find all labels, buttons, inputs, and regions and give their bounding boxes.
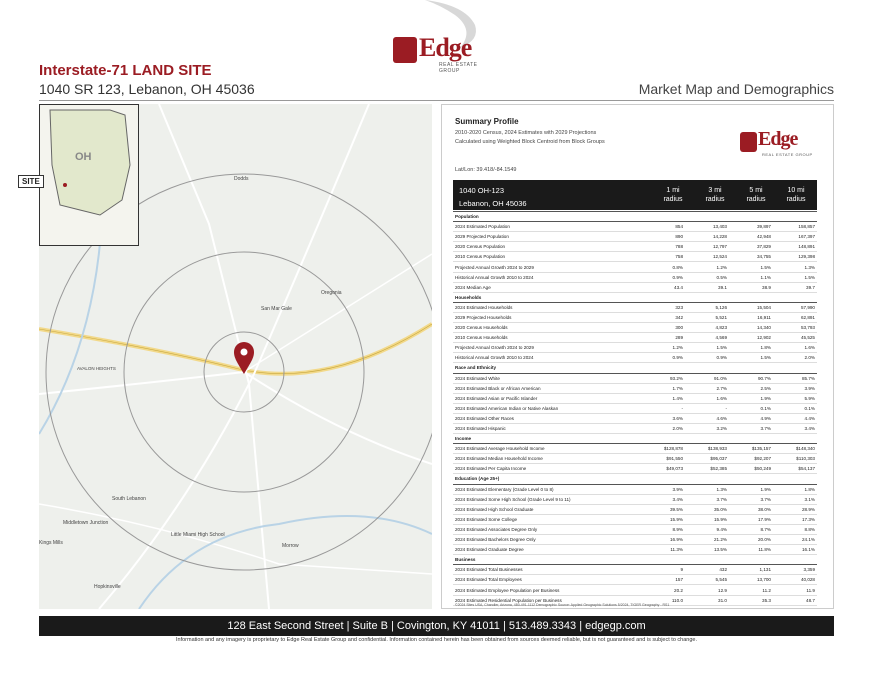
row-value: 1.8% — [773, 484, 817, 494]
row-value: 12,902 — [729, 333, 773, 343]
row-value: 758 — [641, 252, 685, 262]
row-value: 14,228 — [685, 232, 729, 242]
row-value: 34,755 — [729, 252, 773, 262]
map-place-label: San Mar Gale — [261, 306, 292, 312]
table-row — [453, 343, 817, 353]
row-value: 21.2% — [685, 535, 729, 545]
row-value: 11.8% — [729, 545, 773, 555]
table-row — [453, 323, 817, 333]
row-label: 2024 Estimated American Indian or Native Alaskan — [453, 403, 641, 413]
row-label: 2024 Estimated Residential Population per Business — [453, 595, 641, 605]
row-value: 4.9% — [729, 413, 773, 423]
row-label: 2024 Median Age — [453, 282, 641, 292]
map-place-label: Hopkinsville — [94, 584, 121, 590]
row-value: 48.7 — [773, 595, 817, 605]
table-row — [453, 383, 817, 393]
row-value: 0.9% — [641, 353, 685, 363]
disclaimer: Information and any imagery is proprietary to Edge Real Estate Group and confidential. Information contained herein has been obtained from sources deemed reliable, but is not guaranteed and is subject to change. — [176, 637, 697, 643]
row-label: 2024 Estimated White — [453, 373, 641, 383]
row-value: 3.4% — [641, 494, 685, 504]
demographics-table — [453, 211, 817, 606]
table-header — [453, 180, 817, 210]
table-row — [453, 494, 817, 504]
row-value: 1.3% — [685, 484, 729, 494]
row-value: 15,504 — [729, 302, 773, 312]
row-value: 13,700 — [729, 575, 773, 585]
footer-contact-bar: 128 East Second Street | Suite B | Covington, KY 41011 | 513.489.3343 | edgegp.com — [39, 616, 834, 636]
row-value: 20.2 — [641, 585, 685, 595]
row-label: 2024 Estimated Average Household Income — [453, 444, 641, 454]
table-row — [453, 585, 817, 595]
row-value: 3.1% — [773, 494, 817, 504]
map-place-label: AVALON HEIGHTS — [77, 366, 116, 371]
row-value: 2.5% — [729, 383, 773, 393]
row-value: 4,823 — [685, 323, 729, 333]
table-row — [453, 282, 817, 292]
row-value: $91,550 — [641, 454, 685, 464]
logo-mark-icon — [393, 37, 417, 63]
row-value: $49,073 — [641, 464, 685, 474]
site-address: 1040 SR 123, Lebanon, OH 45036 — [39, 81, 255, 97]
col-header-3mi: 3 mi radius — [705, 187, 725, 203]
row-value: 9.4% — [685, 524, 729, 534]
row-label: 2024 Estimated Black or African American — [453, 383, 641, 393]
report-subtitle-2: Calculated using Weighted Block Centroid from Block Groups — [455, 139, 605, 145]
table-row — [453, 252, 817, 262]
section-title: Market Map and Demographics — [638, 81, 834, 97]
table-row — [453, 353, 817, 363]
row-value: $128,878 — [641, 444, 685, 454]
company-logo — [393, 33, 493, 73]
row-value: - — [685, 403, 729, 413]
map-place-label: Dodds — [234, 176, 249, 182]
table-row — [453, 272, 817, 282]
row-label: 2024 Estimated Bachelors Degree Only — [453, 535, 641, 545]
logo-subtext: REAL ESTATE GROUP — [762, 152, 813, 157]
row-value: 40,028 — [773, 575, 817, 585]
row-value: 3.7% — [729, 423, 773, 433]
row-value: 129,398 — [773, 252, 817, 262]
row-value: $54,137 — [773, 464, 817, 474]
row-value: 158,857 — [773, 222, 817, 232]
row-value: 0.8% — [641, 262, 685, 272]
row-label: 2024 Estimated Per Capita Income — [453, 464, 641, 474]
section-label: Income — [453, 434, 817, 444]
table-section-header — [453, 474, 817, 484]
row-value: 1.2% — [685, 262, 729, 272]
row-value: 31.0 — [685, 595, 729, 605]
row-value: 1.2% — [641, 343, 685, 353]
map-place-label: South Lebanon — [112, 496, 146, 502]
row-value: 1.5% — [685, 343, 729, 353]
row-label: 2024 Estimated Some College — [453, 514, 641, 524]
row-value: 1.5% — [729, 262, 773, 272]
row-label: 2024 Estimated Households — [453, 302, 641, 312]
row-label: 2024 Estimated Associates Degree Only — [453, 524, 641, 534]
row-value: 13,403 — [685, 222, 729, 232]
row-value: 15.9% — [685, 514, 729, 524]
row-value: 323 — [641, 302, 685, 312]
row-value: $110,303 — [773, 454, 817, 464]
row-value: 12,524 — [685, 252, 729, 262]
table-row — [453, 393, 817, 403]
table-row — [453, 524, 817, 534]
table-section-header — [453, 212, 817, 222]
row-value: 167,397 — [773, 232, 817, 242]
row-value: 0.1% — [773, 403, 817, 413]
row-value: 1.3% — [773, 262, 817, 272]
row-label: 2010 Census Households — [453, 333, 641, 343]
row-value: 1.7% — [641, 383, 685, 393]
row-label: Historical Annual Growth 2010 to 2024 — [453, 272, 641, 282]
row-value: 1.6% — [773, 343, 817, 353]
row-value: 5.9% — [773, 393, 817, 403]
table-section-header — [453, 292, 817, 302]
col-header-5mi: 5 mi radius — [746, 187, 766, 203]
row-value: 14,340 — [729, 323, 773, 333]
row-value: 342 — [641, 312, 685, 322]
row-value: 90.7% — [729, 373, 773, 383]
row-value: 890 — [641, 232, 685, 242]
row-value: 3.9% — [641, 484, 685, 494]
table-row — [453, 545, 817, 555]
row-value: 1.5% — [729, 353, 773, 363]
row-value: 57,990 — [773, 302, 817, 312]
table-row — [453, 262, 817, 272]
row-value: 43.4 — [641, 282, 685, 292]
row-label: 2029 Projected Households — [453, 312, 641, 322]
row-value: 2.0% — [773, 353, 817, 363]
row-value: - — [641, 403, 685, 413]
row-value: $50,249 — [729, 464, 773, 474]
row-value: 8.8% — [773, 524, 817, 534]
row-value: 289 — [641, 333, 685, 343]
row-value: 3.7% — [685, 494, 729, 504]
col-header-1mi: 1 mi radius — [663, 187, 683, 203]
row-value: 1.4% — [641, 393, 685, 403]
table-row — [453, 535, 817, 545]
row-value: 2.7% — [685, 383, 729, 393]
row-value: 4,569 — [685, 333, 729, 343]
row-value: 157 — [641, 575, 685, 585]
row-value: 0.5% — [685, 272, 729, 282]
row-value: 1.9% — [729, 484, 773, 494]
table-row — [453, 575, 817, 585]
row-value: 24.1% — [773, 535, 817, 545]
row-value: 17.9% — [729, 514, 773, 524]
map-place-label: Morrow — [282, 543, 299, 549]
report-title: Summary Profile — [455, 117, 519, 126]
row-label: 2020 Census Households — [453, 323, 641, 333]
row-value: 5,545 — [685, 575, 729, 585]
row-value: $135,157 — [729, 444, 773, 454]
table-row — [453, 413, 817, 423]
row-value: 9 — [641, 565, 685, 575]
row-value: 3.7% — [729, 494, 773, 504]
row-value: 1.8% — [729, 343, 773, 353]
row-value: 0.1% — [729, 403, 773, 413]
section-label: Population — [453, 212, 817, 222]
row-value: 5,126 — [685, 302, 729, 312]
row-value: 110.0 — [641, 595, 685, 605]
row-label: Projected Annual Growth 2024 to 2029 — [453, 343, 641, 353]
row-value: 20.0% — [729, 535, 773, 545]
row-value: 91.0% — [685, 373, 729, 383]
row-value: 0.9% — [641, 272, 685, 282]
row-value: 3.4% — [773, 423, 817, 433]
logo-text: Edge — [419, 33, 472, 62]
row-value: 432 — [685, 565, 729, 575]
row-value: 1.5% — [773, 272, 817, 282]
table-section-header — [453, 434, 817, 444]
table-row — [453, 312, 817, 322]
table-row — [453, 242, 817, 252]
row-value: 1,131 — [729, 565, 773, 575]
row-value: $95,037 — [685, 454, 729, 464]
inset-state-label: OH — [75, 151, 92, 163]
logo-subtext: REAL ESTATE GROUP — [439, 62, 478, 74]
table-row — [453, 484, 817, 494]
row-label: Projected Annual Growth 2024 to 2029 — [453, 262, 641, 272]
row-value: 39.1 — [685, 282, 729, 292]
map-place-label: Kings Mills — [39, 540, 63, 546]
table-row — [453, 403, 817, 413]
row-value: 38.0% — [729, 504, 773, 514]
row-value: 12,797 — [685, 242, 729, 252]
row-value: 93.2% — [641, 373, 685, 383]
row-label: 2024 Estimated Total Employees — [453, 575, 641, 585]
row-value: 1.9% — [729, 393, 773, 403]
row-value: 3.6% — [641, 413, 685, 423]
table-row — [453, 444, 817, 454]
row-value: 42,948 — [729, 232, 773, 242]
row-value: 11.2 — [729, 585, 773, 595]
row-value: 45,525 — [773, 333, 817, 343]
section-label: Households — [453, 292, 817, 302]
row-value: 4.4% — [773, 413, 817, 423]
row-value: 15.9% — [641, 514, 685, 524]
row-value: 2.0% — [641, 423, 685, 433]
table-row — [453, 514, 817, 524]
row-value: 4.6% — [685, 413, 729, 423]
row-value: 148,891 — [773, 242, 817, 252]
row-value: 85.7% — [773, 373, 817, 383]
site-address-block — [459, 184, 527, 210]
row-label: 2029 Projected Population — [453, 232, 641, 242]
row-value: 39,897 — [729, 222, 773, 232]
row-value: 11.3% — [641, 545, 685, 555]
row-label: 2024 Estimated Total Businesses — [453, 565, 641, 575]
page-title: Interstate-71 LAND SITE — [39, 62, 212, 79]
table-row — [453, 423, 817, 433]
row-value: 16,911 — [729, 312, 773, 322]
row-label: 2024 Estimated Population — [453, 222, 641, 232]
map-place-label: Oregonia — [321, 290, 342, 296]
table-row — [453, 464, 817, 474]
row-value: $92,207 — [729, 454, 773, 464]
row-label: 2024 Estimated Median Household Income — [453, 454, 641, 464]
row-value: $52,385 — [685, 464, 729, 474]
row-value: 39.5% — [641, 504, 685, 514]
row-label: 2024 Estimated Some High School (Grade Level 9 to 11) — [453, 494, 641, 504]
row-value: 13.5% — [685, 545, 729, 555]
report-logo — [740, 128, 820, 160]
row-label: 2010 Census Population — [453, 252, 641, 262]
table-row — [453, 565, 817, 575]
table-row — [453, 373, 817, 383]
table-row — [453, 454, 817, 464]
row-value: 37,829 — [729, 242, 773, 252]
table-row — [453, 302, 817, 312]
row-value: 8.9% — [641, 524, 685, 534]
table-row — [453, 222, 817, 232]
row-label: 2024 Estimated High School Graduate — [453, 504, 641, 514]
logo-text: Edge — [758, 128, 798, 150]
row-value: 53,793 — [773, 323, 817, 333]
row-label: 2024 Estimated Asian or Pacific Islander — [453, 393, 641, 403]
row-value: 788 — [641, 242, 685, 252]
row-value: 16.9% — [641, 535, 685, 545]
state-inset-map — [39, 104, 139, 246]
row-label: 2024 Estimated Hispanic — [453, 423, 641, 433]
table-row — [453, 504, 817, 514]
row-label: Historical Annual Growth 2010 to 2024 — [453, 353, 641, 363]
site-line-1: 1040 OH-123 — [459, 186, 505, 195]
section-label: Business — [453, 555, 817, 565]
row-value: 39.7 — [773, 282, 817, 292]
row-label: 2024 Estimated Graduate Degree — [453, 545, 641, 555]
map-place-label: Little Miami High School — [171, 532, 225, 538]
row-value: 35.0% — [685, 504, 729, 514]
row-value: 3,359 — [773, 565, 817, 575]
col-header-10mi: 10 mi radius — [786, 187, 806, 203]
table-section-header — [453, 555, 817, 565]
row-label: 2024 Estimated Employee Population per Business — [453, 585, 641, 595]
row-value: 1.1% — [729, 272, 773, 282]
lat-lon: Lat/Lon: 39.418/-84.1549 — [455, 167, 517, 173]
table-section-header — [453, 363, 817, 373]
row-value: 16.1% — [773, 545, 817, 555]
table-row — [453, 333, 817, 343]
row-value: 11.9 — [773, 585, 817, 595]
row-label: 2024 Estimated Elementary (Grade Level 0 to 8) — [453, 484, 641, 494]
row-value: 62,891 — [773, 312, 817, 322]
row-value: 0.9% — [685, 353, 729, 363]
row-value: 300 — [641, 323, 685, 333]
row-value: 12.9 — [685, 585, 729, 595]
row-value: 8.7% — [729, 524, 773, 534]
row-label: 2020 Census Population — [453, 242, 641, 252]
row-value: 854 — [641, 222, 685, 232]
inset-site-dot — [63, 183, 67, 187]
report-subtitle: 2010-2020 Census, 2024 Estimates with 2029 Projections — [455, 130, 597, 136]
section-label: Education (Age 25+) — [453, 474, 817, 484]
site-line-2: Lebanon, OH 45036 — [459, 199, 527, 208]
row-value: 3.2% — [685, 423, 729, 433]
map-place-label: Middletown Junction — [63, 520, 109, 526]
site-tag: SITE — [18, 175, 44, 188]
row-value: 17.3% — [773, 514, 817, 524]
row-value: 3.9% — [773, 383, 817, 393]
row-value: 1.6% — [685, 393, 729, 403]
row-value: $148,340 — [773, 444, 817, 454]
source-note: ©2024 Sites USA, Chandler, Arizona, 480-491-1112 Demographic Source: Applied Geographic Solutions 5/2024, TIGER Geography - RS1 — [455, 603, 670, 607]
logo-mark-icon — [740, 132, 757, 152]
row-value: 35.3 — [729, 595, 773, 605]
table-row — [453, 232, 817, 242]
header-divider — [39, 100, 834, 101]
row-label: 2024 Estimated Other Races — [453, 413, 641, 423]
row-value: 28.9% — [773, 504, 817, 514]
row-value: $138,933 — [685, 444, 729, 454]
row-value: 38.9 — [729, 282, 773, 292]
row-value: 5,521 — [685, 312, 729, 322]
section-label: Race and Ethnicity — [453, 363, 817, 373]
